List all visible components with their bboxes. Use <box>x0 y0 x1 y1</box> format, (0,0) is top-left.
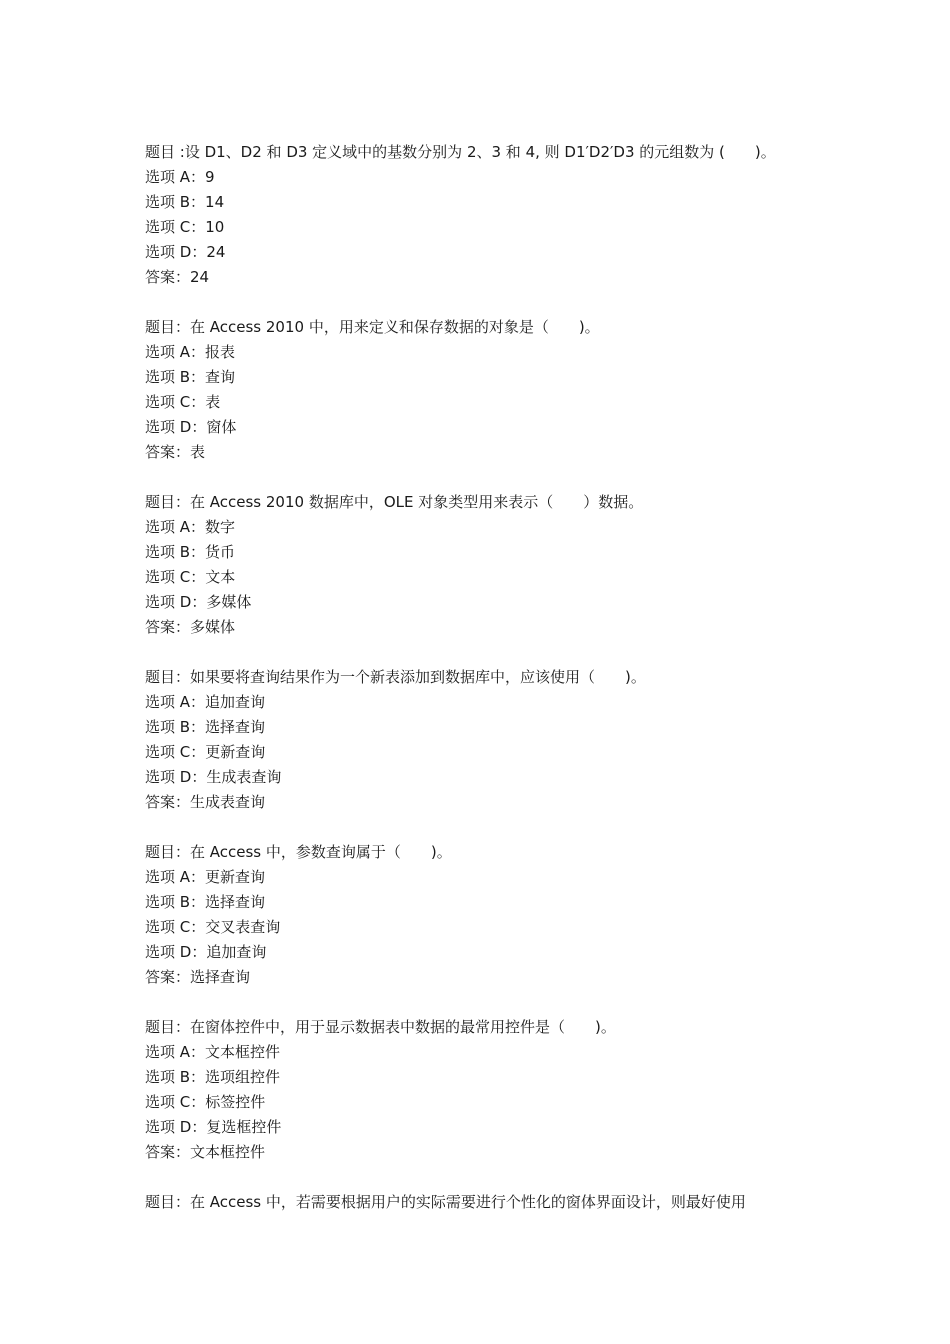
option-d: 选项 D：窗体 <box>145 418 237 436</box>
option-b: 选项 B：货币 <box>145 543 236 561</box>
question-7 <box>145 1190 825 1215</box>
answer: 答案：文本框控件 <box>145 1143 266 1161</box>
option-a: 选项 A：数字 <box>145 518 236 536</box>
question-stem: 题目 :设 D1、D2 和 D3 定义域中的基数分别为 2、3 和 4, 则 D1′D2′D3 的元组数为 ( )。 <box>145 143 776 161</box>
answer: 答案：选择查询 <box>145 968 251 986</box>
option-b: 选项 B：查询 <box>145 368 236 386</box>
option-c: 选项 C：10 <box>145 218 225 236</box>
option-a: 选项 A：文本框控件 <box>145 1043 281 1061</box>
question-2 <box>145 315 825 465</box>
answer: 答案：多媒体 <box>145 618 236 636</box>
question-stem: 题目：如果要将查询结果作为一个新表添加到数据库中，应该使用（ )。 <box>145 668 646 686</box>
question-4 <box>145 665 825 815</box>
question-stem: 题目：在 Access 中，若需要根据用户的实际需要进行个性化的窗体界面设计，则最好使用 <box>145 1193 746 1211</box>
question-stem: 题目：在 Access 2010 中，用来定义和保存数据的对象是（ )。 <box>145 318 600 336</box>
answer: 答案：表 <box>145 443 206 461</box>
option-d: 选项 D：24 <box>145 243 226 261</box>
question-6 <box>145 1015 825 1165</box>
option-c: 选项 C：标签控件 <box>145 1093 266 1111</box>
question-1 <box>145 140 825 290</box>
option-b: 选项 B：选择查询 <box>145 718 266 736</box>
option-c: 选项 C：更新查询 <box>145 743 266 761</box>
option-b: 选项 B：选项组控件 <box>145 1068 281 1086</box>
option-b: 选项 B：14 <box>145 193 225 211</box>
option-b: 选项 B：选择查询 <box>145 893 266 911</box>
question-stem: 题目：在 Access 2010 数据库中，OLE 对象类型用来表示（ ）数据。 <box>145 493 644 511</box>
option-d: 选项 D：追加查询 <box>145 943 267 961</box>
option-d: 选项 D：生成表查询 <box>145 768 282 786</box>
option-a: 选项 A：报表 <box>145 343 236 361</box>
answer: 答案：生成表查询 <box>145 793 266 811</box>
option-a: 选项 A：9 <box>145 168 215 186</box>
question-stem: 题目：在 Access 中，参数查询属于（ )。 <box>145 843 452 861</box>
option-c: 选项 C：表 <box>145 393 221 411</box>
option-a: 选项 A：追加查询 <box>145 693 266 711</box>
question-3 <box>145 490 825 640</box>
answer: 答案：24 <box>145 268 210 286</box>
option-d: 选项 D：复选框控件 <box>145 1118 282 1136</box>
option-a: 选项 A：更新查询 <box>145 868 266 886</box>
option-c: 选项 C：文本 <box>145 568 236 586</box>
option-c: 选项 C：交叉表查询 <box>145 918 281 936</box>
question-stem: 题目：在窗体控件中，用于显示数据表中数据的最常用控件是（ )。 <box>145 1018 616 1036</box>
option-d: 选项 D：多媒体 <box>145 593 252 611</box>
question-5 <box>145 840 825 990</box>
document-page <box>145 140 825 1240</box>
